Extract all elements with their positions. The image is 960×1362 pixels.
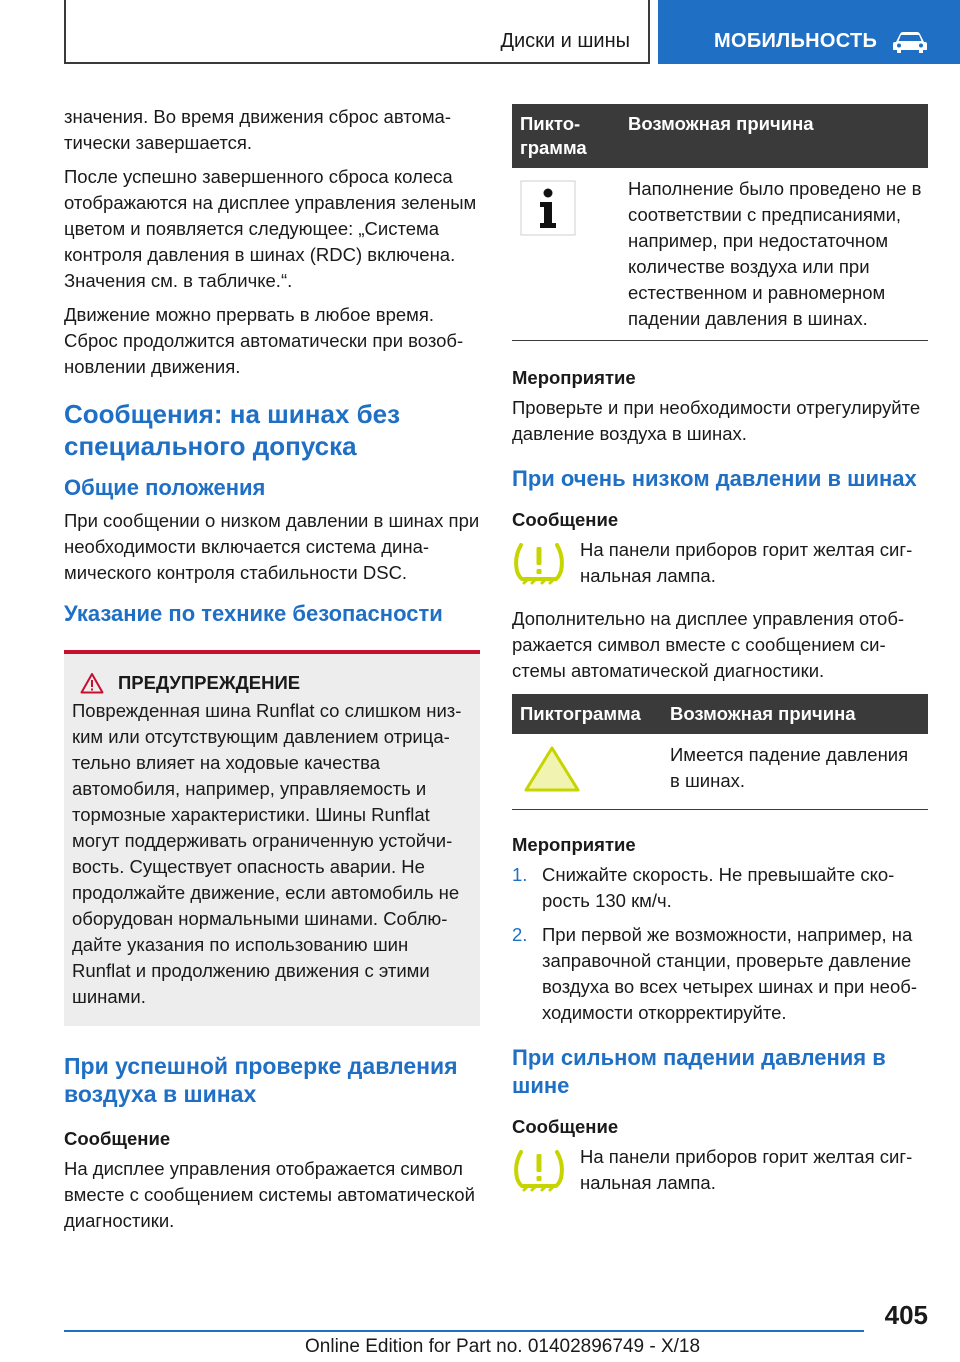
paragraph: Проверьте и при необходимости отрегулируйте давление воздуха в шинах. <box>512 397 921 444</box>
heading-action: Мероприятие <box>512 834 636 855</box>
warning-box <box>64 650 480 1026</box>
paragraph: Дополнительно на дисплее управления отображается символ вместе с сообщением системы автоматической диагностики. <box>512 608 905 681</box>
header-section-title: Диски и шины <box>500 30 630 52</box>
lamp-message <box>512 1144 928 1199</box>
heading-message: Сообщение <box>512 509 619 530</box>
left-column <box>64 104 480 1242</box>
heading-general: Общие положения <box>64 475 266 500</box>
table-cell-cause: Наполнение было проведено не в соответствии с предписаниями, например, при недостаточном количестве воздуха или при естественном и равномерном падении давления в шинах. <box>620 168 928 341</box>
warning-triangle-icon <box>80 672 104 694</box>
list-item <box>512 862 928 914</box>
lamp-text: На панели приборов горит желтая сигнальная лампа. <box>580 1146 913 1193</box>
paragraph: значения. Во время движения сброс автоматически завершается. <box>64 106 451 153</box>
paragraph: После успешно завершенного сброса колеса отображаются на дисплее управления зеленым цветом и появляется следующее: „Система контроля давления в шинах (RDC) включена. Значения см. в табличке.“. <box>64 166 477 291</box>
table-row <box>512 734 928 810</box>
table-header-pictogram: Пиктограмма <box>512 104 620 168</box>
heading-message: Сообщение <box>64 1128 171 1149</box>
heading-messages: Сообщения: на шинах без специального допуска <box>64 399 401 461</box>
tire-pressure-warning-icon <box>512 541 566 587</box>
header-chapter-tab[interactable] <box>658 0 960 64</box>
page-number: 405 <box>884 1300 928 1330</box>
footer-edition: Online Edition for Part no. 01402896749 - X/18 <box>305 1336 701 1357</box>
list-item <box>512 922 928 1026</box>
info-icon <box>520 180 576 236</box>
footer-divider <box>64 1330 864 1332</box>
step-number: 2. <box>512 924 528 945</box>
table-header-pictogram: Пиктограмма <box>512 694 662 734</box>
lamp-text: На панели приборов горит желтая сигнальная лампа. <box>580 539 913 586</box>
step-text: При первой же возможности, например, на заправочной станции, проверьте давление воздуха во всех четырех шинах и при необходимости откорректируйте. <box>542 924 918 1023</box>
table-cell-pictogram <box>512 168 620 341</box>
step-number: 1. <box>512 864 528 885</box>
action-steps-list <box>512 862 928 1026</box>
table-row <box>512 168 928 341</box>
heading-safety: Указание по технике безопасности <box>64 601 443 626</box>
pictogram-table-1 <box>512 104 928 341</box>
paragraph: Движение можно прервать в любое время. Сброс продолжится автоматически при возобновлении движения. <box>64 304 464 377</box>
heading-message: Сообщение <box>512 1116 619 1137</box>
table-header-cause: Возможная причина <box>620 104 928 168</box>
warning-triangle-yellow-icon <box>522 744 582 794</box>
header-chapter-label: МОБИЛЬНОСТЬ <box>714 30 878 52</box>
right-column <box>512 104 928 1209</box>
heading-success-check: При успешной проверке давления воздуха в шинах <box>64 1053 458 1107</box>
paragraph: На дисплее управления отображается символ вместе с сообщением системы автоматической диагностики. <box>64 1158 475 1231</box>
table-header-cause: Возможная причина <box>662 694 928 734</box>
table-cell-cause: Имеется падение давления в шинах. <box>662 734 928 810</box>
warning-title: ПРЕДУПРЕЖДЕНИЕ <box>118 672 301 693</box>
header-section-box <box>64 0 650 64</box>
heading-strong-pressure-drop: При сильном падении давления в шине <box>512 1045 886 1098</box>
warning-text: Поврежденная шина Runflat со слишком низким или отсутствующим давлением отрицательно влияет на ходовые качества автомобиля, например, управляемость и тормозные характеристики. Шины Runflat могут поддерживать ограниченную устойчивость. Существует опасность аварии. Не продолжайте движение, если автомобиль не оборудован нормальными шинами. Соблюдайте указания по использованию шин Runflat и продолжению движения с этими шинами. <box>72 700 462 1007</box>
lamp-message <box>512 537 928 592</box>
heading-action: Мероприятие <box>512 367 636 388</box>
tire-pressure-warning-icon <box>512 1148 566 1194</box>
heading-very-low-pressure: При очень низком давлении в шинах <box>512 466 917 491</box>
warning-title-row <box>80 672 470 694</box>
table-cell-pictogram <box>512 734 662 810</box>
car-icon <box>892 30 928 54</box>
pictogram-table-2 <box>512 694 928 810</box>
step-text: Снижайте скорость. Не превышайте скорость 130 км/ч. <box>542 864 895 911</box>
paragraph: При сообщении о низком давлении в шинах при необходимости включается система динамического контроля стабильности DSC. <box>64 510 480 583</box>
